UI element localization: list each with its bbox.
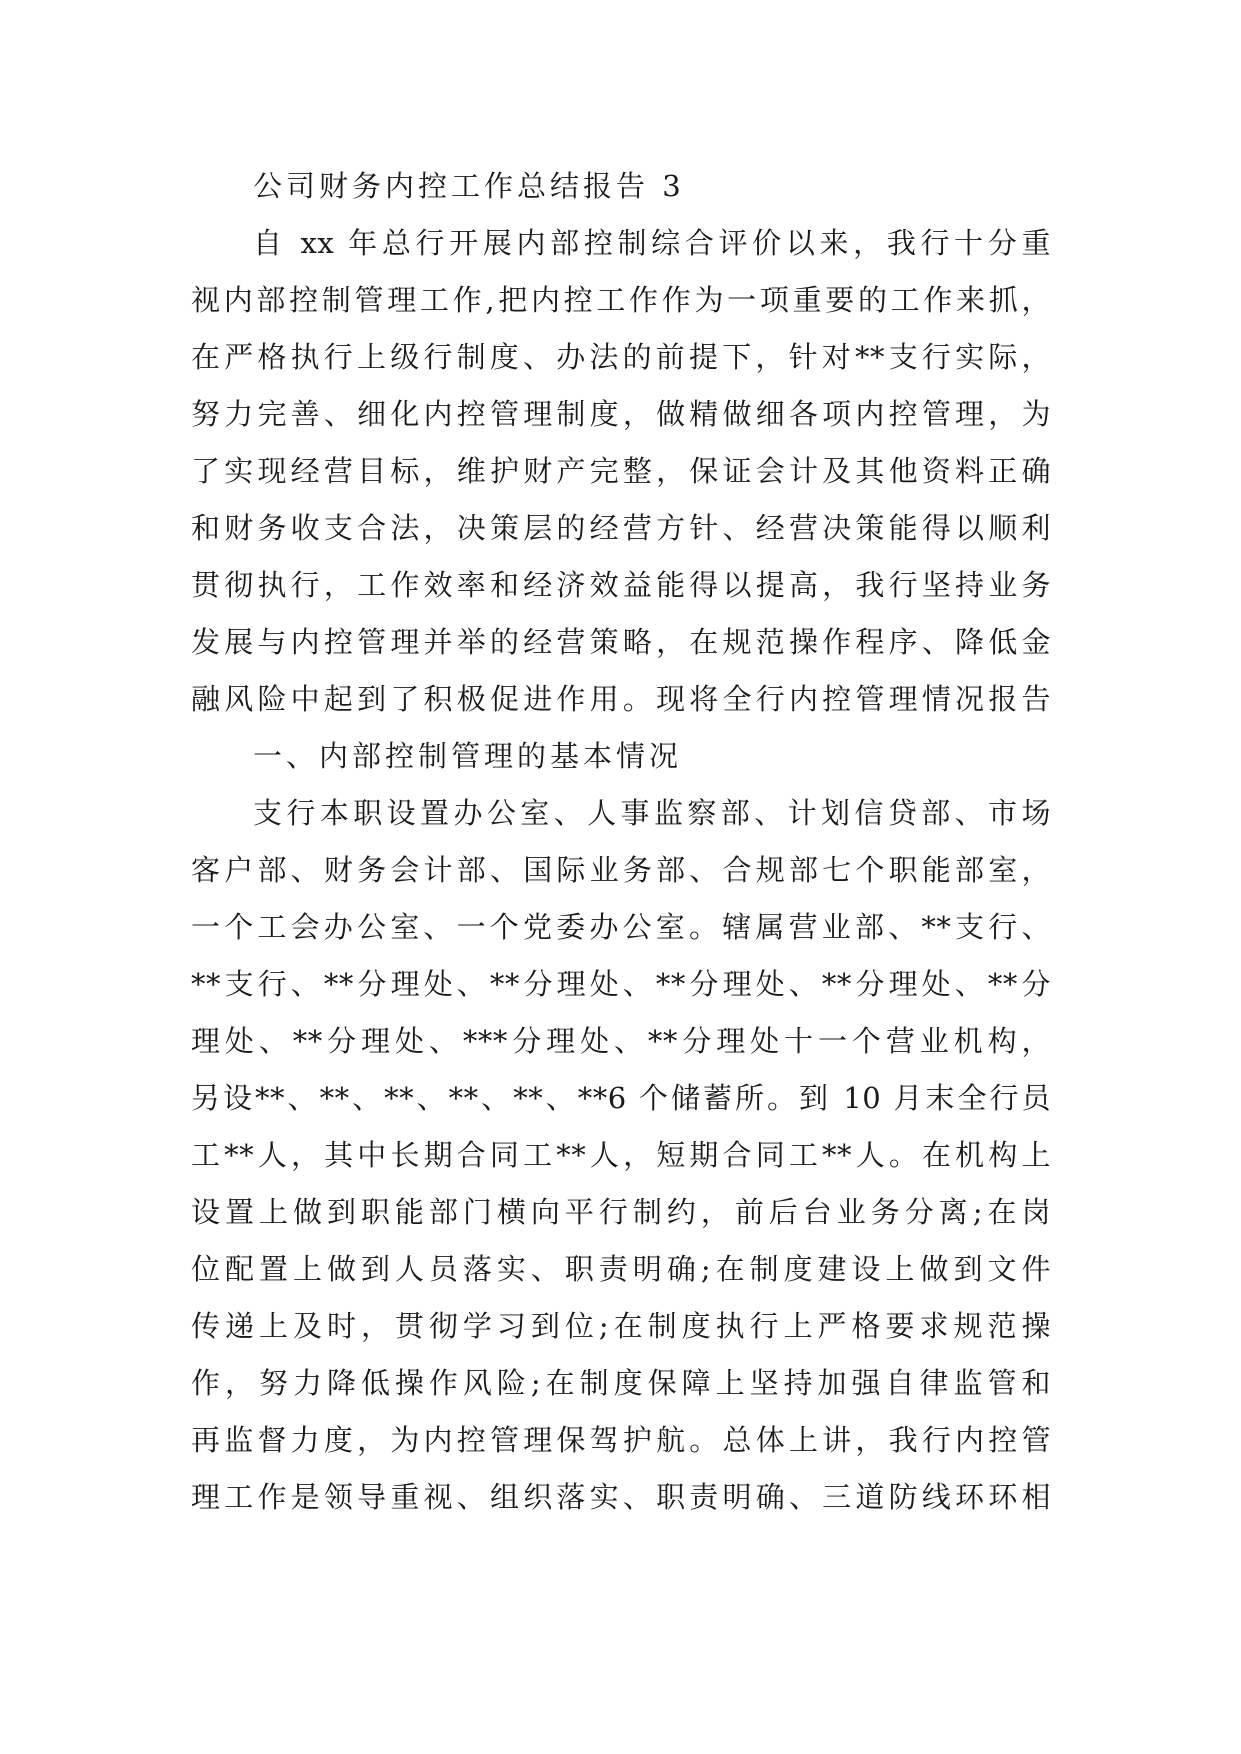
text-line: **支行、**分理处、**分理处、**分理处、**分理处、**分 — [191, 967, 1051, 1001]
text-line: 支行本职设置办公室、人事监察部、计划信贷部、市场 — [253, 796, 1051, 830]
document-title: 公司财务内控工作总结报告 3 — [253, 169, 685, 203]
text-line: 客户部、财务会计部、国际业务部、合规部七个职能部室， — [191, 853, 1051, 887]
text-line: 一、内部控制管理的基本情况 — [253, 739, 683, 773]
text-line: 设置上做到职能部门横向平行制约，前后台业务分离;在岗 — [191, 1195, 1051, 1229]
text-line: 自 xx 年总行开展内部控制综合评价以来，我行十分重 — [253, 226, 1051, 260]
text-line: 了实现经营目标，维护财产完整，保证会计及其他资料正确 — [191, 454, 1051, 488]
text-line: 位配置上做到人员落实、职责明确;在制度建设上做到文件 — [191, 1252, 1051, 1286]
text-line: 理工作是领导重视、组织落实、职责明确、三道防线环环相 — [191, 1480, 1051, 1514]
text-line: 努力完善、细化内控管理制度，做精做细各项内控管理，为 — [191, 397, 1051, 431]
text-line: 一个工会办公室、一个党委办公室。辖属营业部、**支行、 — [191, 910, 1051, 944]
document-body — [191, 158, 1051, 1526]
text-line: 传递上及时，贯彻学习到位;在制度执行上严格要求规范操 — [191, 1309, 1051, 1343]
basic-situation-paragraph — [191, 785, 1051, 1526]
text-line: 作，努力降低操作风险;在制度保障上坚持加强自律监管和 — [191, 1366, 1051, 1400]
text-line: 发展与内控管理并举的经营策略，在规范操作程序、降低金 — [191, 625, 1051, 659]
text-line: 贯彻执行，工作效率和经济效益能得以提高，我行坚持业务 — [191, 568, 1051, 602]
text-line: 视内部控制管理工作,把内控工作作为一项重要的工作来抓， — [191, 283, 1051, 317]
text-line: 另设**、**、**、**、**、**6 个储蓄所。到 10 月末全行员 — [191, 1081, 1051, 1115]
paragraph-container — [191, 215, 1051, 1526]
intro-paragraph — [191, 215, 1051, 728]
text-line: 和财务收支合法，决策层的经营方针、经营决策能得以顺利 — [191, 511, 1051, 545]
text-line: 融风险中起到了积极促进作用。现将全行内控管理情况报告 — [191, 682, 1051, 716]
section-heading — [191, 728, 1051, 785]
text-line: 工**人，其中长期合同工**人，短期合同工**人。在机构上 — [191, 1138, 1051, 1172]
text-line: 在严格执行上级行制度、办法的前提下，针对**支行实际， — [191, 340, 1051, 374]
text-line: 理处、**分理处、***分理处、**分理处十一个营业机构， — [191, 1024, 1051, 1058]
text-line: 再监督力度，为内控管理保驾护航。总体上讲，我行内控管 — [191, 1423, 1051, 1457]
